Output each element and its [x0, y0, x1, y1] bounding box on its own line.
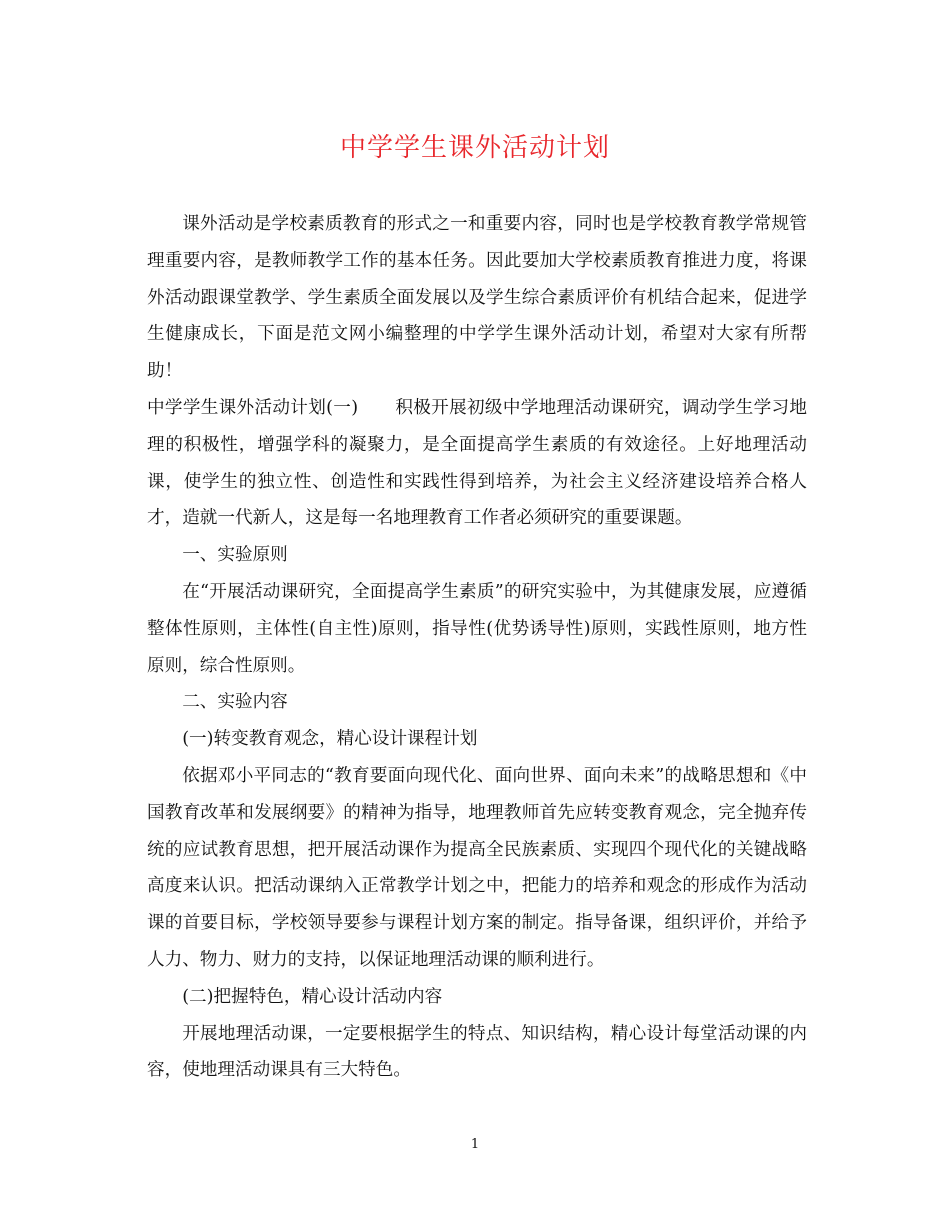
document-title: 中学学生课外活动计划: [339, 133, 610, 163]
subsection-heading-features: (二)把握特色，精心设计活动内容: [182, 986, 443, 1007]
plan-text: 积极开展初级中学地理活动课研究，调动学生学习地理的积极性，增强学科的凝聚力，是全面提高学生素质的有效途径。上好地理活动课，使学生的独立性、创造性和实践性得到培养，为社会主义经济建设培养合格人才，造就一代新人，这是每一名地理教育工作者必须研究的重要课题。: [147, 397, 807, 529]
plan-paragraph: [147, 390, 807, 537]
subsection-heading-concept: (一)转变教育观念，精心设计课程计划: [182, 729, 478, 750]
principles-paragraph: 在“开展活动课研究，全面提高学生素质”的研究实验中，为其健康发展，应遵循整体性原则，主体性(自主性)原则，指导性(优势诱导性)原则，实践性原则，地方性原则，综合性原则。: [147, 581, 807, 676]
page-number: 1: [470, 1137, 480, 1152]
features-paragraph: 开展地理活动课，一定要根据学生的特点、知识结构，精心设计每堂活动课的内容，使地理活动课具有三大特色。: [147, 1023, 807, 1081]
concept-paragraph: 依据邓小平同志的“教育要面向现代化、面向世界、面向未来”的战略思想和《中国教育改革和发展纲要》的精神为指导，地理教师首先应转变教育观念，完全抛弃传统的应试教育思想，把开展活动课作为提高全民族素质、实现四个现代化的关键战略高度来认识。把活动课纳入正常教学计划之中，把能力的培养和观念的形成作为活动课的首要目标，学校领导要参与课程计划方案的制定。指导备课，组织评价，并给予人力、物力、财力的支持，以保证地理活动课的顺利进行。: [147, 765, 807, 970]
section-heading-content: 二、实验内容: [182, 692, 288, 713]
document-body: [147, 206, 807, 1089]
plan-heading: 中学学生课外活动计划(一): [147, 397, 359, 418]
intro-paragraph: 课外活动是学校素质教育的形式之一和重要内容，同时也是学校教育教学常规管理重要内容，是教师教学工作的基本任务。因此要加大学校素质教育推进力度，将课外活动跟课堂教学、学生素质全面发展以及学生综合素质评价有机结合起来，促进学生健康成长，下面是范文网小编整理的中学学生课外活动计划，希望对大家有所帮助！: [147, 214, 807, 382]
section-heading-principles: 一、实验原则: [182, 545, 288, 566]
